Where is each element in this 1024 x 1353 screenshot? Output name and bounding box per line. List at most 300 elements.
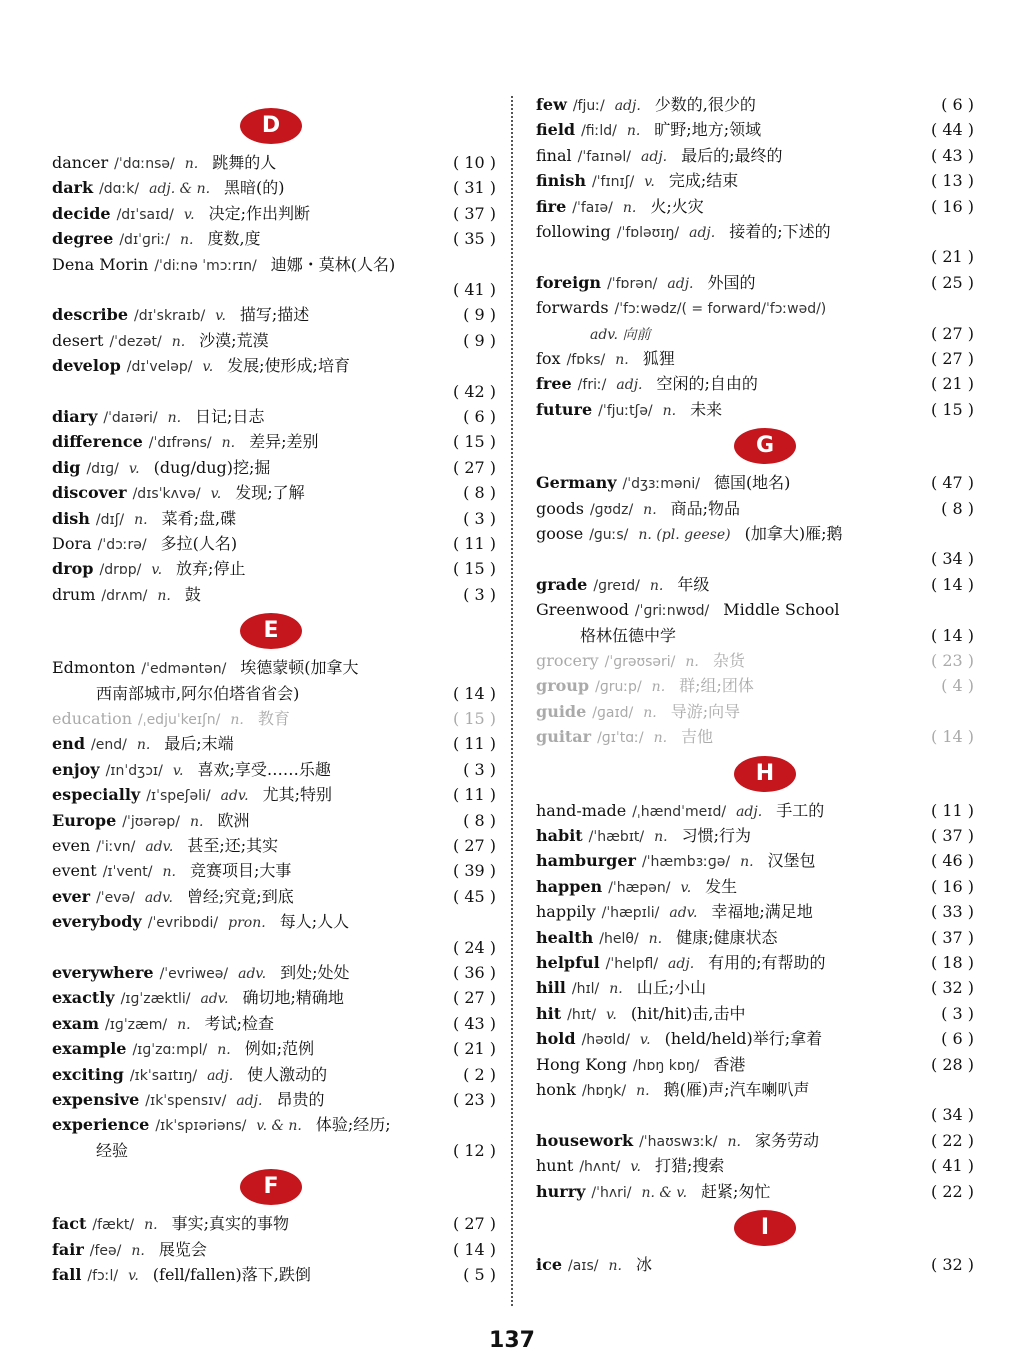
vocab-entry <box>52 506 496 531</box>
phonetic: /ˈfɪnɪʃ/ <box>591 174 635 191</box>
vocab-entry <box>52 1211 496 1236</box>
entry-body <box>96 1138 440 1163</box>
unit-reference: ( 46 ) <box>930 851 974 871</box>
definition: (fell/fallen)落下,跌倒 <box>152 1265 311 1284</box>
vocab-continuation <box>52 935 496 960</box>
headword: everybody <box>52 912 142 932</box>
part-of-speech: v. <box>680 879 692 896</box>
entry-body <box>536 572 918 599</box>
entry-body <box>536 470 918 497</box>
part-of-speech: n. <box>162 864 176 881</box>
entry-body <box>52 1011 440 1038</box>
headword: degree <box>52 229 114 249</box>
vocab-entry <box>536 1026 974 1051</box>
definition: 接着的;下述的 <box>729 222 831 241</box>
definition: 打猎;搜索 <box>655 1156 725 1176</box>
unit-reference: ( 16 ) <box>930 876 974 896</box>
entry-body <box>52 582 440 609</box>
page-number: 137 <box>489 1328 535 1353</box>
unit-reference: ( 15 ) <box>452 559 496 579</box>
definition: 黑暗(的) <box>224 178 285 198</box>
vocab-entry <box>536 168 974 193</box>
definition: 甚至;还;其实 <box>187 836 279 855</box>
vocab-entry <box>536 496 974 521</box>
entry-body <box>536 1026 918 1053</box>
vocab-entry <box>536 397 974 422</box>
part-of-speech: n. <box>171 333 186 350</box>
unit-reference: ( 5 ) <box>463 1265 496 1284</box>
entry-body <box>52 909 440 936</box>
definition: 体验;经历; <box>315 1115 391 1135</box>
definition: 例如;范例 <box>244 1039 315 1059</box>
entry-body <box>52 1087 440 1114</box>
phonetic: /dɪˈɡriː/ <box>119 232 170 249</box>
part-of-speech: n. <box>626 123 641 140</box>
headword: event <box>52 861 97 881</box>
vocab-entry <box>536 572 974 597</box>
unit-reference: ( 23 ) <box>452 1090 496 1109</box>
definition: (held/held)举行;拿着 <box>664 1029 823 1049</box>
entry-body <box>52 226 440 253</box>
definition: 手工的 <box>776 800 825 820</box>
part-of-speech: v. <box>128 1268 139 1284</box>
vocab-entry <box>536 1128 974 1153</box>
phonetic: /ˈhelpfl/ <box>605 956 659 972</box>
part-of-speech: n. <box>608 1258 622 1274</box>
vocab-entry <box>536 648 974 673</box>
part-of-speech: v. <box>202 359 214 376</box>
unit-reference: ( 18 ) <box>930 953 974 972</box>
vocab-entry <box>536 1252 974 1277</box>
headword: Hong Kong <box>536 1054 627 1074</box>
phonetic: /dɪˈskraɪb/ <box>134 308 206 325</box>
vocab-entry <box>536 950 974 975</box>
unit-reference: ( 21 ) <box>930 374 974 394</box>
headword: dish <box>52 508 90 528</box>
unit-reference: ( 11 ) <box>452 734 496 754</box>
entry-body <box>52 150 440 177</box>
part-of-speech: n. <box>648 930 663 947</box>
entry-body <box>52 782 440 809</box>
phonetic: /ˈdaɪəri/ <box>103 410 158 426</box>
definition: 山丘;小山 <box>636 978 707 998</box>
headword: describe <box>52 305 128 325</box>
part-of-speech: n. <box>651 679 666 696</box>
definition: 习惯;行为 <box>681 826 752 845</box>
entry-body <box>52 506 440 533</box>
unit-reference: ( 8 ) <box>941 498 974 518</box>
headword: finish <box>536 171 586 191</box>
unit-reference: ( 39 ) <box>452 861 496 881</box>
entry-body <box>52 1211 440 1238</box>
phonetic: /ˈhæmbɜːɡə/ <box>641 854 731 871</box>
entry-body <box>536 699 918 726</box>
entry-body <box>52 353 440 380</box>
phonetic: /ˈfɒrən/ <box>607 275 658 292</box>
phonetic: /ɡʊdz/ <box>589 501 634 518</box>
headword: difference <box>52 432 143 452</box>
unit-reference: ( 3 ) <box>463 584 496 604</box>
definition: 最后;末端 <box>164 734 234 754</box>
entry-body <box>580 321 918 348</box>
unit-reference: ( 2 ) <box>463 1064 496 1084</box>
vocab-entry <box>52 455 496 480</box>
phonetic: /feə/ <box>89 1242 122 1259</box>
definition: 少数的,很少的 <box>654 95 756 114</box>
headword: fall <box>52 1265 82 1284</box>
phonetic: /fɔːl/ <box>87 1268 119 1284</box>
phonetic: /ˈedməntən/ <box>141 661 227 678</box>
definition: 描写;描述 <box>239 305 310 325</box>
vocab-entry <box>536 470 974 495</box>
definition: 汉堡包 <box>767 851 816 871</box>
vocab-entry <box>536 925 974 950</box>
headword: drum <box>52 584 96 604</box>
definition: 确切地;精确地 <box>242 988 344 1008</box>
definition: 未来 <box>690 399 723 419</box>
headword: example <box>52 1039 127 1059</box>
entry-body <box>536 521 918 548</box>
phonetic: /ɪkˈspensɪv/ <box>145 1093 227 1109</box>
entry-body <box>536 168 918 195</box>
entry-body <box>52 1262 440 1289</box>
vocab-continuation <box>52 681 496 706</box>
vocab-entry <box>536 874 974 899</box>
part-of-speech: adv. <box>145 839 174 855</box>
unit-reference: ( 3 ) <box>941 1003 974 1023</box>
headword: drop <box>52 559 94 579</box>
headword: enjoy <box>52 759 100 779</box>
phonetic: /ˈhaʊswɜːk/ <box>639 1133 718 1150</box>
part-of-speech: v. <box>639 1032 651 1049</box>
part-of-speech: n. <box>184 156 199 172</box>
definition: 使人激动的 <box>247 1064 328 1084</box>
part-of-speech: v. & n. <box>256 1118 302 1135</box>
vocab-entry <box>52 175 496 200</box>
definition: 展览会 <box>158 1239 207 1259</box>
headword: Germany <box>536 473 617 493</box>
unit-reference: ( 27 ) <box>452 836 496 855</box>
entry-body <box>536 950 918 977</box>
unit-reference: ( 28 ) <box>930 1054 974 1074</box>
vocab-entry <box>536 143 974 168</box>
unit-reference: ( 27 ) <box>452 1214 496 1234</box>
part-of-speech: n. (pl. geese) <box>638 527 731 543</box>
part-of-speech: v. <box>630 1159 642 1176</box>
definition: 发生 <box>705 876 738 896</box>
headword: diary <box>52 407 98 426</box>
unit-reference: ( 13 ) <box>930 171 974 191</box>
unit-reference: ( 15 ) <box>452 709 496 728</box>
headword: discover <box>52 483 127 503</box>
part-of-speech: v. <box>644 174 655 191</box>
entry-body <box>536 874 918 901</box>
unit-reference: ( 12 ) <box>452 1140 496 1160</box>
part-of-speech: n. <box>221 435 236 452</box>
vocab-entry <box>536 117 974 142</box>
definition: 香港 <box>713 1054 746 1074</box>
unit-reference: ( 41 ) <box>930 1156 974 1176</box>
part-of-speech: adj. <box>614 98 641 114</box>
phonetic: /ɪɡˈzæktli/ <box>120 991 191 1008</box>
unit-reference: ( 3 ) <box>463 508 496 528</box>
vocab-entry <box>52 302 496 327</box>
entry-body <box>52 1112 440 1139</box>
unit-reference: ( 14 ) <box>452 1239 496 1259</box>
unit-reference: ( 27 ) <box>452 988 496 1008</box>
part-of-speech: n. <box>654 829 668 845</box>
entry-body <box>536 597 918 624</box>
definition: 外国的 <box>707 272 756 292</box>
definition: (hit/hit)击,击中 <box>630 1003 746 1023</box>
part-of-speech: v. <box>606 1006 617 1023</box>
definition: 杂货 <box>712 651 745 670</box>
headword: final <box>536 145 572 165</box>
vocab-entry <box>52 706 496 731</box>
phonetic: /fiːld/ <box>581 123 617 140</box>
definition: 事实;真实的事物 <box>171 1214 289 1234</box>
definition: 菜肴;盘,碟 <box>161 508 237 528</box>
phonetic: /ˈɡrəʊsəri/ <box>604 654 676 670</box>
unit-reference: ( 22 ) <box>930 1130 974 1150</box>
unit-reference: ( 43 ) <box>452 1013 496 1033</box>
phonetic: /ˈdʒɜːməni/ <box>622 476 700 493</box>
part-of-speech: n. <box>134 511 148 528</box>
definition: 迪娜・莫林(人名) <box>270 254 396 274</box>
headword: develop <box>52 356 121 376</box>
phonetic: /ˈfaɪə/ <box>572 199 613 216</box>
phonetic: /ˈdezət/ <box>109 333 162 350</box>
entry-body <box>536 295 918 322</box>
vocab-entry <box>52 1087 496 1112</box>
entry-body <box>52 455 440 482</box>
headword: health <box>536 927 594 947</box>
unit-reference: ( 27 ) <box>452 457 496 477</box>
part-of-speech: n. <box>653 730 668 747</box>
section-letter-badge: D <box>240 108 302 144</box>
entry-body <box>536 1128 918 1155</box>
entry-body <box>52 1036 440 1063</box>
part-of-speech: n. <box>177 1016 191 1033</box>
definition-continued: 西南部城市,阿尔伯塔省省会) <box>96 683 300 703</box>
headword: group <box>536 676 590 696</box>
part-of-speech: v. <box>172 762 184 779</box>
part-of-speech: n. <box>179 232 194 249</box>
definition-continued: adv. 向前 <box>590 326 651 343</box>
definition: 吉他 <box>681 727 714 747</box>
entry-body <box>536 397 918 424</box>
definition: 商品;物品 <box>670 498 741 518</box>
headword: especially <box>52 785 141 805</box>
phonetic: /ɪɡˈzæm/ <box>105 1016 168 1033</box>
part-of-speech: adv. <box>144 889 173 906</box>
unit-reference: ( 34 ) <box>930 549 974 569</box>
unit-reference: ( 33 ) <box>930 902 974 922</box>
part-of-speech: adj. <box>616 377 643 394</box>
phonetic: /hɪl/ <box>571 981 600 998</box>
part-of-speech: v. <box>128 460 140 477</box>
unit-reference: ( 21 ) <box>930 247 974 267</box>
definition: 差异;差别 <box>249 432 319 452</box>
headword: hurry <box>536 1181 586 1201</box>
entry-body <box>52 808 440 835</box>
phonetic: /helθ/ <box>599 930 639 947</box>
entry-body <box>52 1237 440 1264</box>
part-of-speech: n. <box>643 501 657 518</box>
vocab-entry <box>52 556 496 581</box>
definition: 日记;日志 <box>195 407 265 426</box>
part-of-speech: n. <box>136 737 151 754</box>
definition-continued: 格林伍德中学 <box>580 625 677 645</box>
unit-reference: ( 23 ) <box>930 651 974 670</box>
definition: 最后的;最终的 <box>681 145 783 165</box>
definition: 欧洲 <box>217 810 250 830</box>
headword: free <box>536 374 572 394</box>
entry-body <box>96 681 440 706</box>
definition: 昂贵的 <box>276 1090 325 1109</box>
headword: future <box>536 399 593 419</box>
part-of-speech: n. & v. <box>641 1184 688 1201</box>
entry-body <box>536 848 918 875</box>
vocab-continuation <box>536 623 974 648</box>
definition: 幸福地;满足地 <box>711 902 813 922</box>
part-of-speech: adj. <box>689 225 716 241</box>
phonetic: /ˈhæpən/ <box>608 879 671 896</box>
definition: 健康;健康状态 <box>676 927 778 947</box>
definition: 火;火灾 <box>650 196 704 216</box>
part-of-speech: n. <box>144 1217 158 1234</box>
vocab-entry <box>536 798 974 823</box>
phonetic: /ˈdɪfrəns/ <box>148 435 212 452</box>
vocab-entry <box>52 1011 496 1036</box>
vocab-entry <box>536 371 974 396</box>
part-of-speech: n. <box>217 1042 231 1059</box>
unit-reference: ( 16 ) <box>930 196 974 216</box>
headword: hit <box>536 1003 562 1023</box>
headword: field <box>536 120 576 140</box>
vocab-entry <box>52 1237 496 1262</box>
entry-body <box>52 858 440 885</box>
headword: hold <box>536 1029 576 1049</box>
unit-reference: ( 21 ) <box>452 1039 496 1059</box>
headword: guide <box>536 701 587 721</box>
part-of-speech: n. <box>649 577 664 594</box>
phonetic: /ˈevriweə/ <box>159 966 229 982</box>
unit-reference: ( 24 ) <box>452 937 496 957</box>
headword: fox <box>536 349 561 368</box>
entry-body <box>52 833 440 860</box>
entry-body <box>536 346 918 373</box>
phonetic: /ɡuːs/ <box>589 527 629 543</box>
phonetic: /ˈdiːnə ˈmɔːrɪn/ <box>154 257 257 274</box>
headword: following <box>536 222 611 241</box>
headword: education <box>52 709 132 728</box>
definition: 尤其;特别 <box>262 785 332 805</box>
phonetic: /ˈfɒləʊɪŋ/ <box>616 225 680 241</box>
headword: experience <box>52 1115 150 1135</box>
headword: forwards <box>536 298 609 318</box>
section-letter-badge: F <box>240 1169 302 1205</box>
part-of-speech: n. <box>740 854 754 871</box>
headword: exactly <box>52 988 115 1008</box>
entry-body <box>536 92 918 119</box>
unit-reference: ( 36 ) <box>452 963 496 982</box>
entry-body <box>536 496 918 523</box>
unit-reference: ( 42 ) <box>452 381 496 401</box>
part-of-speech: n. <box>622 199 637 216</box>
unit-reference: ( 41 ) <box>452 280 496 299</box>
entry-body <box>536 194 918 221</box>
definition: 完成;结束 <box>668 171 739 191</box>
unit-reference: ( 45 ) <box>452 886 496 906</box>
phonetic: /dɪˈveləp/ <box>126 359 193 376</box>
entry-body <box>52 429 440 456</box>
phonetic: /həʊld/ <box>581 1032 630 1049</box>
definition: 度数,度 <box>207 229 261 249</box>
entry-body <box>536 648 918 675</box>
entry-body <box>52 480 440 507</box>
vocab-entry <box>536 1179 974 1204</box>
column-divider <box>511 96 513 1306</box>
unit-reference: ( 43 ) <box>930 145 974 165</box>
vocab-continuation <box>536 1102 974 1127</box>
unit-reference: ( 14 ) <box>930 727 974 747</box>
definition: Middle School <box>723 600 840 620</box>
vocab-entry <box>52 884 496 909</box>
vocab-entry <box>52 833 496 858</box>
entry-body <box>52 960 440 987</box>
part-of-speech: n. <box>157 587 171 604</box>
unit-reference: ( 37 ) <box>452 203 496 223</box>
vocab-entry <box>52 1036 496 1061</box>
entry-body <box>52 731 440 758</box>
entry-body <box>536 925 918 952</box>
vocab-continuation <box>52 277 496 302</box>
part-of-speech: adv. <box>669 905 698 922</box>
headword: exciting <box>52 1064 124 1084</box>
part-of-speech: n. <box>131 1242 145 1259</box>
entry-body <box>536 371 918 398</box>
unit-reference: ( 14 ) <box>930 574 974 594</box>
headword: hand-made <box>536 800 627 820</box>
vocab-entry <box>536 724 974 749</box>
unit-reference: ( 47 ) <box>930 473 974 493</box>
entry-body <box>580 623 918 648</box>
part-of-speech: n. <box>190 813 204 830</box>
phonetic: /ɪɡˈzɑːmpl/ <box>132 1042 208 1059</box>
entry-body <box>52 757 440 784</box>
definition: 鼓 <box>184 584 201 604</box>
phonetic: /ɪnˈdʒɔɪ/ <box>105 762 163 779</box>
entry-body <box>536 1077 918 1104</box>
unit-reference: ( 3 ) <box>463 759 496 779</box>
phonetic: /drʌm/ <box>101 587 148 604</box>
entry-body <box>536 1052 918 1079</box>
vocab-entry <box>536 673 974 698</box>
part-of-speech: v. <box>183 206 195 223</box>
entry-body <box>52 884 440 911</box>
part-of-speech: adj. <box>641 148 668 165</box>
unit-reference: ( 37 ) <box>930 826 974 845</box>
entry-body <box>536 823 918 850</box>
definition: 年级 <box>677 574 710 594</box>
headword: housework <box>536 1130 634 1150</box>
phonetic: /ɡɪˈtɑː/ <box>597 730 644 747</box>
unit-reference: ( 32 ) <box>930 1255 974 1274</box>
headword: fact <box>52 1214 87 1234</box>
vocab-continuation <box>536 321 974 346</box>
vocab-entry <box>52 404 496 429</box>
